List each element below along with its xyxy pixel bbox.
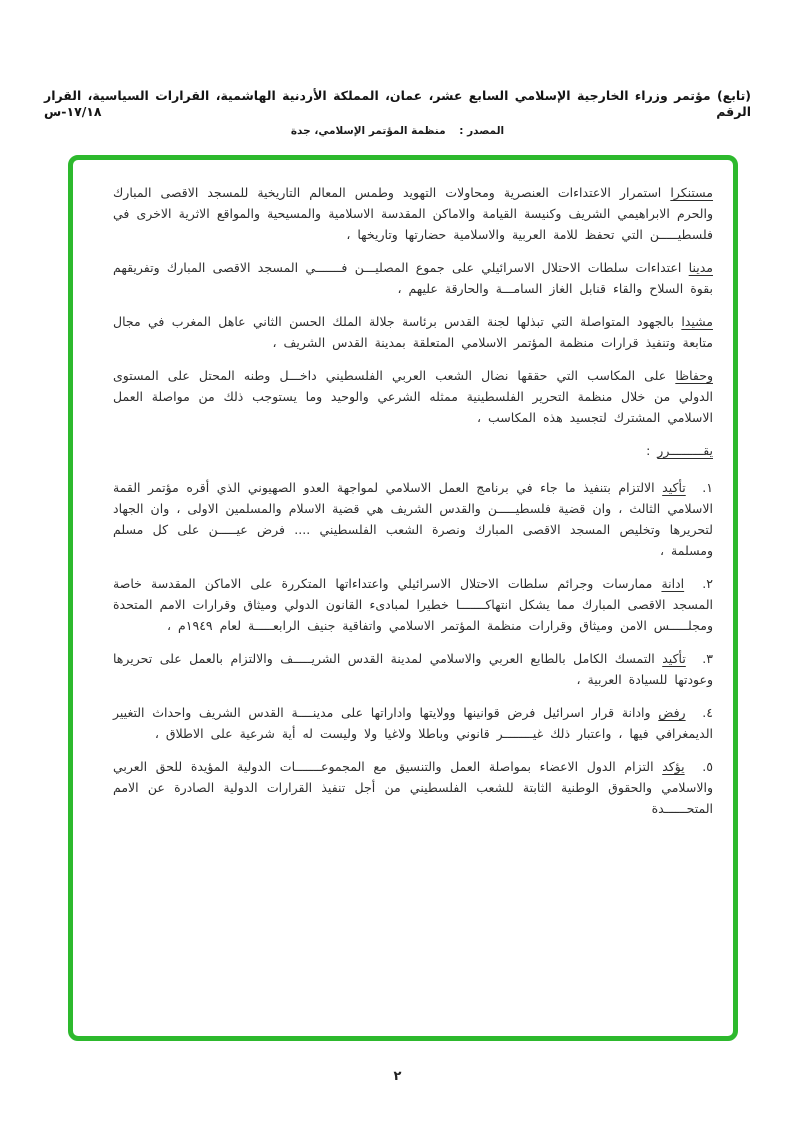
item-number: ٢. xyxy=(702,576,713,591)
resolution-item xyxy=(113,702,713,744)
paragraph-lead-word: مشيدا xyxy=(681,314,713,329)
item-number: ٣. xyxy=(702,651,713,666)
decides-word: يقـــــــــرر xyxy=(657,443,713,458)
item-text: التمسك الكامل بالطابع العربي والاسلامي لمدينة القدس الشريـــــف والالتزام بالعمل على تحريرها وعودتها للسيادة العربية ، xyxy=(113,651,713,687)
paragraph-lead-word: وحفاظا xyxy=(675,368,713,383)
item-lead-word: ادانة xyxy=(661,576,685,591)
paragraph-lead-word: مستنكرا xyxy=(670,185,714,200)
resolution-item xyxy=(113,573,713,636)
item-lead-word: يؤكد xyxy=(662,759,685,774)
item-lead-word: تأكيد xyxy=(662,480,686,495)
preamble-paragraph xyxy=(113,311,713,353)
paragraph-text: على المكاسب التي حققها نضال الشعب العربي الفلسطيني داخـــل وطنه المحتل على المستوى الدولي من خلال منظمة التحرير الفلسطينية ممثله الشرعي والوحيد وما يستوجب ذلك من مواصلة العمل الاسلامي المشترك لتجسيد هذه المكاسب ، xyxy=(113,368,713,425)
item-number: ١. xyxy=(702,480,713,495)
item-text: وادانة قرار اسرائيل فرض قوانينها وولايتها واداراتها على مدينــــة القدس الشريف واحداث التغيير الديمغرافي فيها ، واعتبار ذلك غيــــــــر قانوني وباطلا ولاغيا ولا وليست له أية شرعية على الاطلاق ، xyxy=(113,705,713,741)
document-header xyxy=(44,88,751,137)
item-text: ممارسات وجرائم سلطات الاحتلال الاسرائيلي واعتداءاتها المتكررة على الاماكن المقدسة خاصة المسجد الاقصى المبارك مما يشكل انتهاكـــــــا خطيرا لمبادىء القانون الدولي وميثاق وقرارات الامم المتحدة ومجلـــــس الامن وميثاق وقرارات منظمة المؤتمر الاسلامي واتفاقية جنيف الرابعـــــة لعام ١٩٤٩م ، xyxy=(113,576,713,633)
paragraph-text: استمرار الاعتداءات العنصرية ومحاولات التهويد وطمس المعالم التاريخية للمسجد الاقصى المبارك والحرم الابراهيمي الشريف وكنيسة القيامة والاماكن المقدسة الاسلامية والمسيحية والمواقع الاثرية الاخرى في فلسطيـــــن التي تحفظ للامة العربية والاسلامية حضارتها وتاريخها ، xyxy=(113,185,713,242)
item-lead-word: رفض xyxy=(658,705,686,720)
paragraph-text: اعتداءات سلطات الاحتلال الاسرائيلي على جموع المصليـــن فـــــــي المسجد الاقصى المبارك وتفريقهم بقوة السلاح والقاء قنابل الغاز السامـــة والحارقة عليهم ، xyxy=(113,260,713,296)
document-title: (تابع) مؤتمر وزراء الخارجية الإسلامي السابع عشر، عمان، المملكة الأردنية الهاشمية، القرارات السياسية، القرار الرقم ١٧/١٨-س xyxy=(44,88,751,119)
preamble-paragraph xyxy=(113,257,713,299)
item-text: الالتزام بتنفيذ ما جاء في برنامج العمل الاسلامي لمواجهة العدو الصهيوني الذي أقره مؤتمر القمة الاسلامي الثالث ، وان قضية فلسطيـــــن والقدس الشريف هي قضية الاسلام والمسلمين الاولى ، وان الجهاد لتحريرها وتخليص المسجد الاقصى المبارك ونصرة الشعب الفلسطيني .... فرض عيـــــن على كل مسلم ومسلمة ، xyxy=(113,480,713,558)
resolution-item xyxy=(113,648,713,690)
paragraph-lead-word: مدينا xyxy=(688,260,713,275)
page-number: ٢ xyxy=(393,1069,402,1084)
item-lead-word: تأكيد xyxy=(662,651,686,666)
item-text: التزام الدول الاعضاء بمواصلة العمل والتنسيق مع المجموعـــــــات الدولية المؤيدة للحق العربي والاسلامي والحقوق الوطنية الثابتة للشعب الفلسطيني من أجل تنفيذ القرارات الدولية الصادرة عن الامم المتحــــــدة xyxy=(113,759,713,816)
preamble-paragraph xyxy=(113,365,713,428)
item-number: ٤. xyxy=(702,705,713,720)
preamble-paragraph xyxy=(113,182,713,245)
resolution-item xyxy=(113,756,713,819)
resolution-item xyxy=(113,477,713,561)
item-number: ٥. xyxy=(702,759,713,774)
paragraph-text: بالجهود المتواصلة التي تبذلها لجنة القدس برئاسة جلالة الملك الحسن الثاني عاهل المغرب في مجال متابعة وتنفيذ قرارات منظمة المؤتمر الاسلامي المتعلقة بمدينة القدس الشريف ، xyxy=(113,314,713,350)
source-line xyxy=(44,125,751,137)
highlight-border-box xyxy=(68,155,738,1041)
source-label: المصدر : xyxy=(459,125,505,137)
document-body xyxy=(113,182,713,819)
decides-line xyxy=(113,440,713,461)
source-value: منظمة المؤتمر الإسلامي، جدة xyxy=(290,125,446,137)
decides-colon: : xyxy=(646,443,658,458)
